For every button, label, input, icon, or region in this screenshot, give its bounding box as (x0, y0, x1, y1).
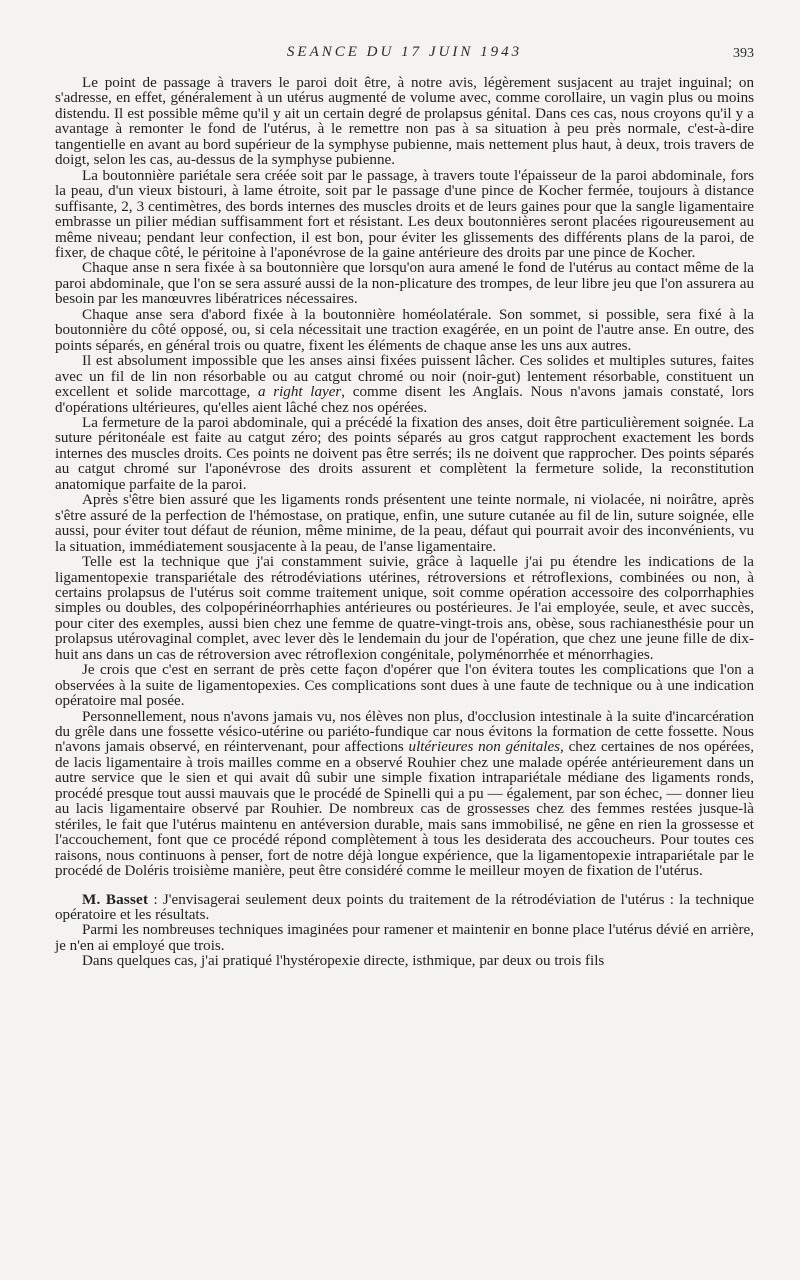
speaker-name: M. Basset (82, 891, 149, 908)
paragraph: Chaque anse sera d'abord fixée à la boutonnière homéolatérale. Son sommet, si possible, sera fixé à la boutonnière du côté opposé, ou, si cela nécessitait une traction exagérée, en un point de l'autre anse. En outre, des points séparés, en général trois ou quatre, fixent les éléments de chaque anse les uns aux autres. (55, 306, 754, 354)
paragraph-text: Personnellement, nous n'avons jamais vu, nos élèves non plus, d'occlusion intestinale à la suite d'incarcération du grêle dans une fossette vésico-utérine ou pariéto-fundique car nous évitons la formation de cette fossette. Nous n'avons jamais observé, en réintervenant, pour affections (55, 708, 754, 756)
paragraph: Parmi les nombreuses techniques imaginées pour ramener et maintenir en bonne place l'utérus dévié en arrière, je n'en ai employé que trois. (55, 922, 754, 954)
paragraph: Telle est la technique que j'ai constamment suivie, grâce à laquelle j'ai pu étendre les indications de la ligamentopexie transpariétale des rétrodéviations utérines, rétroversions et rétroflexions, combinées ou non, à certains prolapsus de l'utérus soit comme traitement unique, soit comme opération accessoire des colporrhaphies simples ou doubles, des colpopérinéorrhaphies antérieures ou postérieures. Je l'ai employée, seule, et avec succès, pour citer des exemples, aussi bien chez une femme de quatre-vingt-trois ans, obèse, sous rachianesthésie pour un prolapsus utérovaginal complet, avec lever dès le lendemain du jour de l'opération, que chez une jeune fille de dix-huit ans dans un cas de rétroversion avec rétroflexion congénitale, polyménorrhée et ménorrhagies. (55, 554, 754, 663)
body-text (55, 76, 754, 970)
paragraph: La boutonnière pariétale sera créée soit par le passage, à travers toute l'épaisseur de la paroi abdominale, fors la peau, d'un vieux bistouri, à lame étroite, soit par le passage d'une pince de Kocher fermée, toujours à distance suffisante, 2, 3 centimètres, des bords internes des muscles droits et de leurs gaines pour que la sangle ligamentaire embrasse un pilier médian suffisamment fort et résistant. Les deux boutonnières seront placées rigoureusement au même niveau; pendant leur confection, il est bon, pour éviter les glissements des différents plans de la paroi, de fixer, de chaque côté, le péritoine à l'aponévrose de la gaine antérieure des droits par une pince de Kocher. (55, 167, 754, 261)
running-title: SEANCE DU 17 JUIN 1943 (286, 44, 523, 60)
paragraph: Après s'être bien assuré que les ligaments ronds présentent une teinte normale, ni violacée, ni noirâtre, après s'être assuré de la perfection de l'hémostase, on pratique, enfin, une suture cutanée au fil de lin, suture soignée, elle aussi, pour éviter tout défaut de réunion, même minime, de la peau, défaut qui pourrait avoir des inconvénients, vu la situation, immédiatement sousjacente à la peau, de l'anse ligamentaire. (55, 492, 754, 555)
paragraph-text: , chez certaines de nos opérées, de lacis ligamentaire à trois mailles comme en a observé Rouhier chez une malade opérée antérieurement dans un autre service que le sien et qui avait dû subir une simple fixation intrapariétale médiane des ligaments ronds, procédé presque tout aussi mauvais que le procédé de Spinelli qui a pu — également, par son échec, — donner lieu au lacis ligamentaire observé par Rouhier. De nombreux cas de grossesses chez des femmes restées jusque-là stériles, le fait que l'utérus maintenu en antéversion durable, mais sans immobilisé, ne gêne en rien la grossesse et l'accouchement, font que ce procédé répond complètement à tous les desiderata des accoucheurs. Pour toutes ces raisons, nous continuons à penser, fort de notre déjà longue expérience, que la ligamentopexie intrapariétale par le procédé de Doléris troisième manière, peut être considéré comme le meilleur moyen de fixation de l'utérus. (55, 739, 755, 880)
paragraph (55, 893, 754, 924)
italic-phrase: ultérieures non génitales (408, 739, 561, 756)
paragraph (55, 710, 754, 880)
paragraph: Je crois que c'est en serrant de près cette façon d'opérer que l'on évitera toutes les complications que l'on a observées à la suite de ligamentopexies. Ces complications sont dues à une faute de technique ou à une indication opératoire mal posée. (55, 662, 754, 710)
paragraph: Le point de passage à travers le paroi doit être, à notre avis, légèrement susjacent au trajet inguinal; on s'adresse, en effet, généralement à un utérus augmenté de volume avec, comme corollaire, un vagin plus ou moins distendu. Il est possible même qu'il y ait un certain degré de prolapsus génital. Dans ces cas, nous croyons qu'il y a avantage à remonter le fond de l'utérus, à le remettre non pas à sa situation à peu près normale, c'est-à-dire tangentielle en avant au bord supérieur de la symphyse pubienne, mais nettement plus haut, à deux, trois travers de doigt, selon les cas, au-dessus de la symphyse pubienne. (55, 75, 754, 169)
paragraph: Chaque anse n sera fixée à sa boutonnière que lorsqu'on aura amené le fond de l'utérus au contact même de la paroi abdominale, que l'on se sera assuré aussi de la non-plicature des trompes, de leur libre jeu que l'on assurera au besoin par les manœuvres libératrices nécessaires. (55, 260, 754, 308)
page-number: 393 (733, 46, 754, 61)
paragraph: La fermeture de la paroi abdominale, qui a précédé la fixation des anses, doit être particulièrement soignée. La suture péritonéale est faite au catgut zéro; des points séparés au gros catgut rapprochent exactement les bords internes des muscles droits. Ces points ne doivent pas être serrés; ils ne doivent que rapprocher. Des points séparés au catgut chromé sur l'aponévrose des droits assurent et complètent la fermeture solide, la reconstitution anatomique parfaite de la paroi. (55, 414, 754, 493)
paragraph-text: : J'envisagerai seulement deux points du traitement de la rétrodéviation de l'utérus : la technique opératoire et les résultats. (55, 891, 755, 924)
paragraph: Dans quelques cas, j'ai pratiqué l'hystéropexie directe, isthmique, par deux ou trois fils (82, 953, 605, 970)
italic-phrase: a right layer (257, 384, 342, 401)
page-header (55, 38, 754, 62)
paragraph-text: , comme disent les Anglais. Nous n'avons jamais constaté, lors d'opérations ultérieures, qu'elles aient lâché chez nos opérées. (55, 384, 754, 416)
paragraph-text: Il est absolument impossible que les anses ainsi fixées puissent lâcher. Ces solides et multiples sutures, faites avec un fil de lin non résorbable ou au catgut chromé ou noir (noir-gut) lentement résorbable, constituent un excellent et solide marcottage, (55, 353, 754, 401)
paragraph (55, 354, 754, 416)
